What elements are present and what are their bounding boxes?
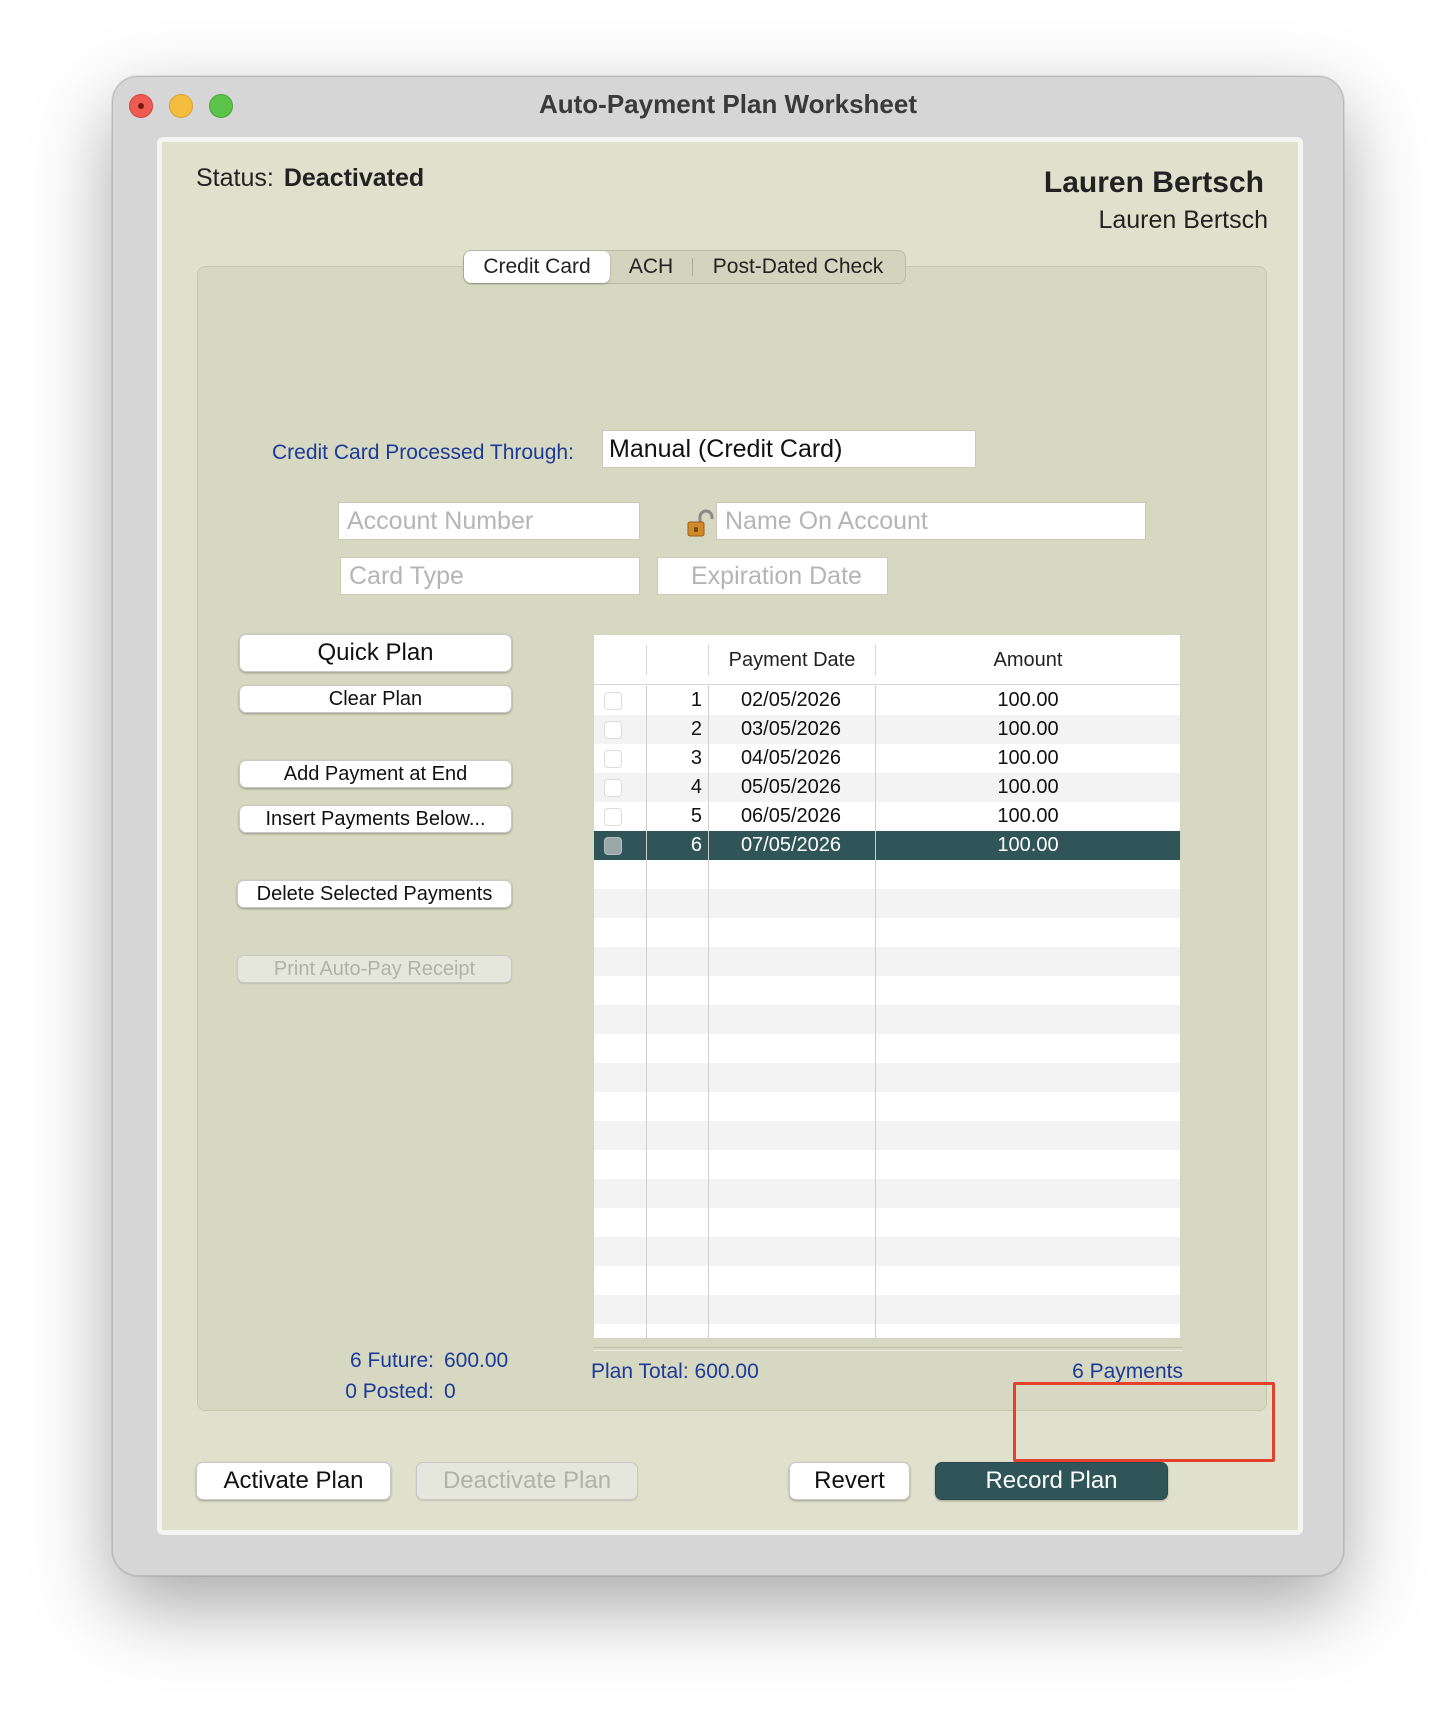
select-column-header[interactable] — [594, 635, 646, 685]
empty-table-row[interactable] — [594, 1034, 1180, 1063]
row-payment-date: 02/05/2026 — [740, 689, 842, 711]
clear-plan-button[interactable]: Clear Plan — [239, 685, 512, 713]
empty-table-row[interactable] — [594, 947, 1180, 976]
row-amount: 100.00 — [997, 689, 1059, 711]
row-checkbox[interactable] — [604, 837, 622, 855]
row-amount: 100.00 — [997, 747, 1059, 769]
tab-post-dated-check[interactable]: Post-Dated Check — [712, 255, 884, 278]
empty-table-row[interactable] — [594, 1005, 1180, 1034]
empty-table-row[interactable] — [594, 976, 1180, 1005]
account-number-input[interactable] — [338, 502, 640, 540]
processed-through-label: Credit Card Processed Through: — [272, 441, 574, 464]
empty-table-row[interactable] — [594, 1208, 1180, 1237]
row-payment-date: 03/05/2026 — [740, 718, 842, 740]
row-number: 6 — [690, 834, 702, 856]
empty-table-row[interactable] — [594, 1121, 1180, 1150]
empty-table-row[interactable] — [594, 1295, 1180, 1324]
future-value: 600.00 — [444, 1349, 509, 1372]
table-header — [594, 635, 1180, 685]
posted-label: 0 Posted: — [345, 1380, 434, 1403]
plan-total: Plan Total: 600.00 — [591, 1360, 759, 1383]
record-plan-highlight-box — [1013, 1382, 1275, 1462]
client-name: Lauren Bertsch — [1043, 166, 1264, 199]
table-body — [594, 686, 1180, 1324]
activate-plan-button[interactable]: Activate Plan — [196, 1462, 391, 1500]
row-amount: 100.00 — [997, 834, 1059, 856]
row-number: 4 — [690, 776, 702, 798]
table-row[interactable] — [594, 715, 1180, 744]
payment-count: 6 Payments — [1072, 1360, 1183, 1383]
row-checkbox[interactable] — [604, 692, 622, 710]
empty-table-row[interactable] — [594, 889, 1180, 918]
table-row[interactable] — [594, 802, 1180, 831]
tab-panel — [197, 266, 1267, 1411]
open-padlock-icon[interactable] — [686, 509, 714, 539]
table-footer-divider — [593, 1347, 1183, 1351]
row-number: 1 — [690, 689, 702, 711]
empty-table-row[interactable] — [594, 1266, 1180, 1295]
row-select-cell — [604, 715, 624, 744]
status-line — [196, 164, 424, 193]
row-number: 3 — [690, 747, 702, 769]
empty-table-row[interactable] — [594, 918, 1180, 947]
row-select-cell — [604, 831, 624, 860]
row-amount: 100.00 — [997, 805, 1059, 827]
deactivate-plan-button[interactable]: Deactivate Plan — [416, 1462, 638, 1500]
row-checkbox[interactable] — [604, 750, 622, 768]
row-select-cell — [604, 744, 624, 773]
row-amount: 100.00 — [997, 776, 1059, 798]
row-checkbox[interactable] — [604, 721, 622, 739]
worksheet-window — [112, 76, 1344, 1576]
row-amount: 100.00 — [997, 718, 1059, 740]
row-payment-date: 04/05/2026 — [740, 747, 842, 769]
row-select-cell — [604, 686, 624, 715]
name-on-account-input[interactable] — [716, 502, 1146, 540]
table-row[interactable] — [594, 831, 1180, 860]
delete-selected-payments-button[interactable]: Delete Selected Payments — [237, 880, 512, 908]
row-number: 5 — [690, 805, 702, 827]
processed-through-select[interactable]: Manual (Credit Card) — [602, 430, 976, 468]
empty-table-row[interactable] — [594, 1092, 1180, 1121]
payments-table — [593, 634, 1181, 1339]
posted-value: 0 — [444, 1380, 456, 1403]
insert-payments-below-button[interactable]: Insert Payments Below... — [239, 805, 512, 833]
row-payment-date: 06/05/2026 — [740, 805, 842, 827]
empty-table-row[interactable] — [594, 1150, 1180, 1179]
table-row[interactable] — [594, 744, 1180, 773]
empty-table-row[interactable] — [594, 1237, 1180, 1266]
row-checkbox[interactable] — [604, 808, 622, 826]
worksheet-content — [157, 137, 1303, 1535]
add-payment-at-end-button[interactable]: Add Payment at End — [239, 760, 512, 788]
client-subname: Lauren Bertsch — [1098, 206, 1268, 234]
table-row[interactable] — [594, 686, 1180, 715]
payment-method-tabs — [463, 250, 906, 284]
row-checkbox[interactable] — [604, 779, 622, 797]
revert-button[interactable]: Revert — [789, 1462, 910, 1500]
empty-table-row[interactable] — [594, 1063, 1180, 1092]
window-title: Auto-Payment Plan Worksheet — [538, 89, 918, 119]
row-payment-date: 07/05/2026 — [740, 834, 842, 856]
tab-credit-card[interactable]: Credit Card — [464, 251, 610, 283]
status-value: Deactivated — [283, 164, 425, 192]
row-number: 2 — [690, 718, 702, 740]
expiration-date-input[interactable] — [657, 557, 888, 595]
future-label: 6 Future: — [349, 1349, 434, 1372]
table-row[interactable] — [594, 773, 1180, 802]
status-label: Status: — [196, 164, 274, 192]
print-auto-pay-receipt-button[interactable]: Print Auto-Pay Receipt — [237, 955, 512, 983]
row-select-cell — [604, 802, 624, 831]
number-column-header[interactable] — [647, 635, 707, 685]
quick-plan-button[interactable]: Quick Plan — [239, 634, 512, 672]
amount-column-header[interactable]: Amount — [993, 649, 1063, 671]
record-plan-button[interactable]: Record Plan — [935, 1462, 1168, 1500]
row-payment-date: 05/05/2026 — [740, 776, 842, 798]
card-type-input[interactable] — [340, 557, 640, 595]
title-bar — [113, 77, 1343, 133]
empty-table-row[interactable] — [594, 1179, 1180, 1208]
row-select-cell — [604, 773, 624, 802]
tab-ach[interactable]: ACH — [628, 255, 674, 278]
empty-table-row[interactable] — [594, 860, 1180, 889]
payment-date-column-header[interactable]: Payment Date — [728, 649, 856, 671]
